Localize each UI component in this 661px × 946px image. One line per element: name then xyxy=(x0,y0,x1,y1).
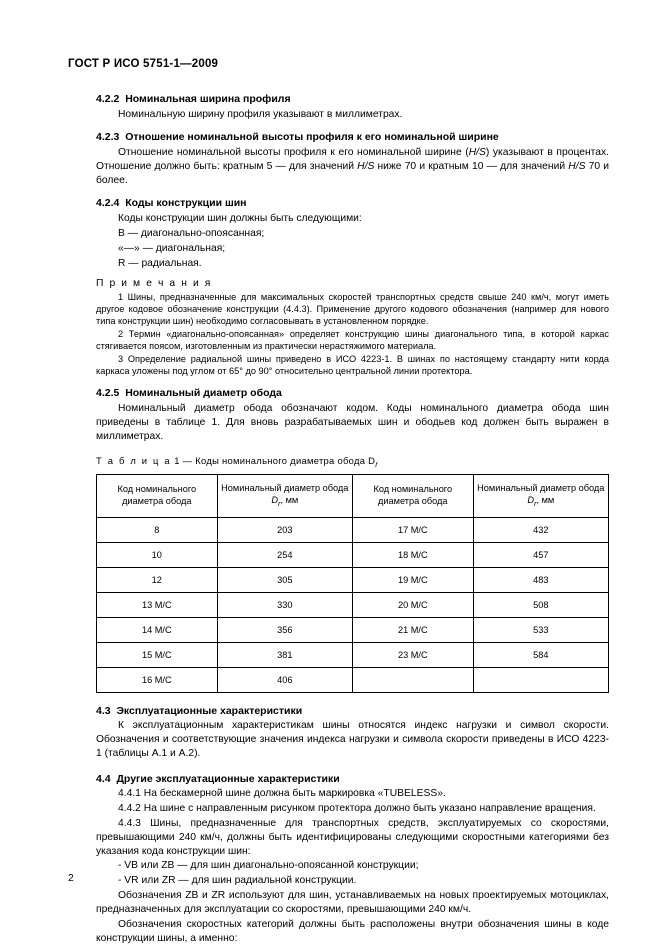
paragraph-4-4-1: 4.4.1 На бескамерной шине должна быть маркировка «TUBELESS». xyxy=(118,788,446,800)
heading-title: Коды конструкции шин xyxy=(125,196,247,209)
paragraph-4-2-4-2: B — диагонально-опоясанная; xyxy=(118,227,265,239)
paragraph-4-2-4-4: R — радиальная. xyxy=(118,257,202,269)
table-cell: 18 M/C xyxy=(352,543,473,568)
heading-4-2-4 xyxy=(96,196,609,210)
table-cell: 10 xyxy=(97,543,218,568)
table-row xyxy=(97,543,609,568)
table-cell xyxy=(352,668,473,693)
heading-title: Эксплуатационные характеристики xyxy=(116,705,303,718)
paragraph-4-3-1: К эксплуатационным характеристикам шины относятся индекс нагрузки и символ скорости. Обозначения и соответствующие значения индекса нагрузки и символа скорости приведены в ИСО 4223-1 (таблицы А.1 и А.2). xyxy=(96,720,609,760)
table-cell: 254 xyxy=(217,543,352,568)
table-cell: 21 M/C xyxy=(352,618,473,643)
heading-number: 4.4 xyxy=(96,773,111,786)
dash-item-vr-zr: - VR или ZR — для шин радиальной конструкции. xyxy=(118,875,357,887)
document-standard-number: ГОСТ Р ИСО 5751-1—2009 xyxy=(68,58,219,70)
table-row xyxy=(97,643,609,668)
table-cell: 356 xyxy=(217,618,352,643)
paragraph-4-4-tail-2: Обозначения скоростных категорий должны быть расположены внутри обозначения шины в коде конструкции шины, а именно: xyxy=(96,919,609,944)
heading-number: 4.2.3 xyxy=(96,131,120,144)
dash-item-vb-zb: - VB или ZB — для шин диагонально-опоясанной конструкции; xyxy=(118,860,419,872)
table-cell: 20 M/C xyxy=(352,593,473,618)
table-cell: 23 M/C xyxy=(352,643,473,668)
table-caption-subscript: r xyxy=(375,460,379,470)
rim-diameter-table xyxy=(96,474,609,693)
heading-4-2-5 xyxy=(96,386,609,400)
heading-4-2-2 xyxy=(96,92,609,106)
table-cell: 203 xyxy=(217,518,352,543)
heading-number: 4.2.2 xyxy=(96,93,120,105)
table-cell: 508 xyxy=(473,593,608,618)
table-cell xyxy=(473,668,608,693)
heading-4-4 xyxy=(96,773,609,785)
table-row xyxy=(97,618,609,643)
table-cell: 483 xyxy=(473,568,608,593)
table-header-cell-3 xyxy=(352,475,473,518)
table-header-cell-4: Номинальный диаметр обода $D_r$, мм xyxy=(473,475,608,518)
table-cell: 15 M/C xyxy=(97,643,218,668)
table-cell: 584 xyxy=(473,643,608,668)
paragraph-4-2-4-1: Коды конструкции шин должны быть следующими: xyxy=(118,213,362,225)
table-cell: 432 xyxy=(473,518,608,543)
heading-number: 4.3 xyxy=(96,705,111,718)
paragraph-4-2-3-1: Отношение номинальной высоты профиля к его номинальной ширине (H/S) указывают в процентах. Отношение должно быть: кратным 5 — для значений H/S ниже 70 и кратным 10 — для значений H/S 70 и более. xyxy=(96,147,609,187)
heading-title: Номинальная ширина профиля xyxy=(125,93,291,105)
table-cell: 533 xyxy=(473,618,608,643)
table-cell: 12 xyxy=(97,568,218,593)
table-header-label-1: Код номинального диаметра обода xyxy=(117,484,197,507)
table-caption-text: 1 — Коды номинального диаметра обода D xyxy=(174,455,376,467)
table-header-row xyxy=(97,475,609,518)
table-row xyxy=(97,568,609,593)
heading-number: 4.2.5 xyxy=(96,386,120,399)
table-row xyxy=(97,668,609,693)
table-cell: 13 M/C xyxy=(97,593,218,618)
table-cell: 19 M/C xyxy=(352,568,473,593)
table-caption xyxy=(96,455,609,469)
paragraph-4-4-3: 4.4.3 Шины, предназначенные для транспортных средств, эксплуатируемых со скоростями, превышающими 240 км/ч, должны быть идентифицированы следующими скоростными категориями без указания кода конструкции шин: xyxy=(96,817,609,857)
table-row xyxy=(97,518,609,543)
paragraph-4-2-2-1: Номинальную ширину профиля указывают в миллиметрах. xyxy=(118,109,403,121)
table-cell: 406 xyxy=(217,668,352,693)
table-body xyxy=(97,518,609,693)
table-header-label-3: Код номинального диаметра обода xyxy=(373,484,453,507)
paragraph-4-2-5-1: Номинальный диаметр обода обозначают кодом. Коды номинального диаметра обода шин приведены в таблице 1. Для вновь разрабатываемых шин и ободьев код должен быть выражен в миллиметрах. xyxy=(96,402,609,442)
heading-title: Отношение номинальной высоты профиля к его номинальной ширине xyxy=(125,131,499,144)
table-caption-label: Т а б л и ц а xyxy=(96,455,172,467)
table-cell: 16 M/C xyxy=(97,668,218,693)
table-header-cell-2: Номинальный диаметр обода $D_r$, мм xyxy=(217,475,352,518)
heading-number: 4.2.4 xyxy=(96,196,120,209)
note-1: 1 Шины, предназначенные для максимальных скоростей транспортных средств свыше 240 км/ч, могут иметь другое кодовое обозначение конструкции (4.4.3). Применение другого кодового обозначения (например для нового типа конструкции шин) необходимо согласовывать в установленном порядке. xyxy=(96,291,609,326)
paragraph-4-2-4-3: «—» — диагональная; xyxy=(118,242,226,254)
table-cell: 305 xyxy=(217,568,352,593)
table-cell: 17 M/C xyxy=(352,518,473,543)
table-row xyxy=(97,593,609,618)
heading-title: Номинальный диаметр обода xyxy=(125,386,282,399)
notes-title: П р и м е ч а н и я xyxy=(96,277,212,289)
heading-title: Другие эксплуатационные характеристики xyxy=(116,773,340,786)
document-body xyxy=(68,92,609,946)
table-cell: 330 xyxy=(217,593,352,618)
paragraph-4-4-tail-1: Обозначения ZB и ZR используют для шин, устанавливаемых на новых проектируемых мотоциклах, предназначенных для эксплуатации со скоростями, превышающими 240 км/ч. xyxy=(96,890,609,916)
heading-4-2-3 xyxy=(96,130,609,144)
note-2: 2 Термин «диагонально-опоясанная» определяет конструкцию шины диагонального типа, в которой каркас стягивается поясом, изготовленным из практически нерастяжимого материала. xyxy=(96,329,609,352)
paragraph-4-4-2: 4.4.2 На шине с направленным рисунком протектора должно быть указано направление вращения. xyxy=(118,802,596,814)
table-cell: 457 xyxy=(473,543,608,568)
page-number: 2 xyxy=(68,873,74,884)
note-3: 3 Определение радиальной шины приведено в ИСО 4223-1. В шинах по настоящему стандарту нити корда каркаса уложены под углом от 65° до 90° относительно центральной линии протектора. xyxy=(96,354,609,377)
table-cell: 8 xyxy=(97,518,218,543)
heading-4-3 xyxy=(96,705,609,717)
table-cell: 14 M/C xyxy=(97,618,218,643)
table-header-cell-1 xyxy=(97,475,218,518)
table-cell: 381 xyxy=(217,643,352,668)
